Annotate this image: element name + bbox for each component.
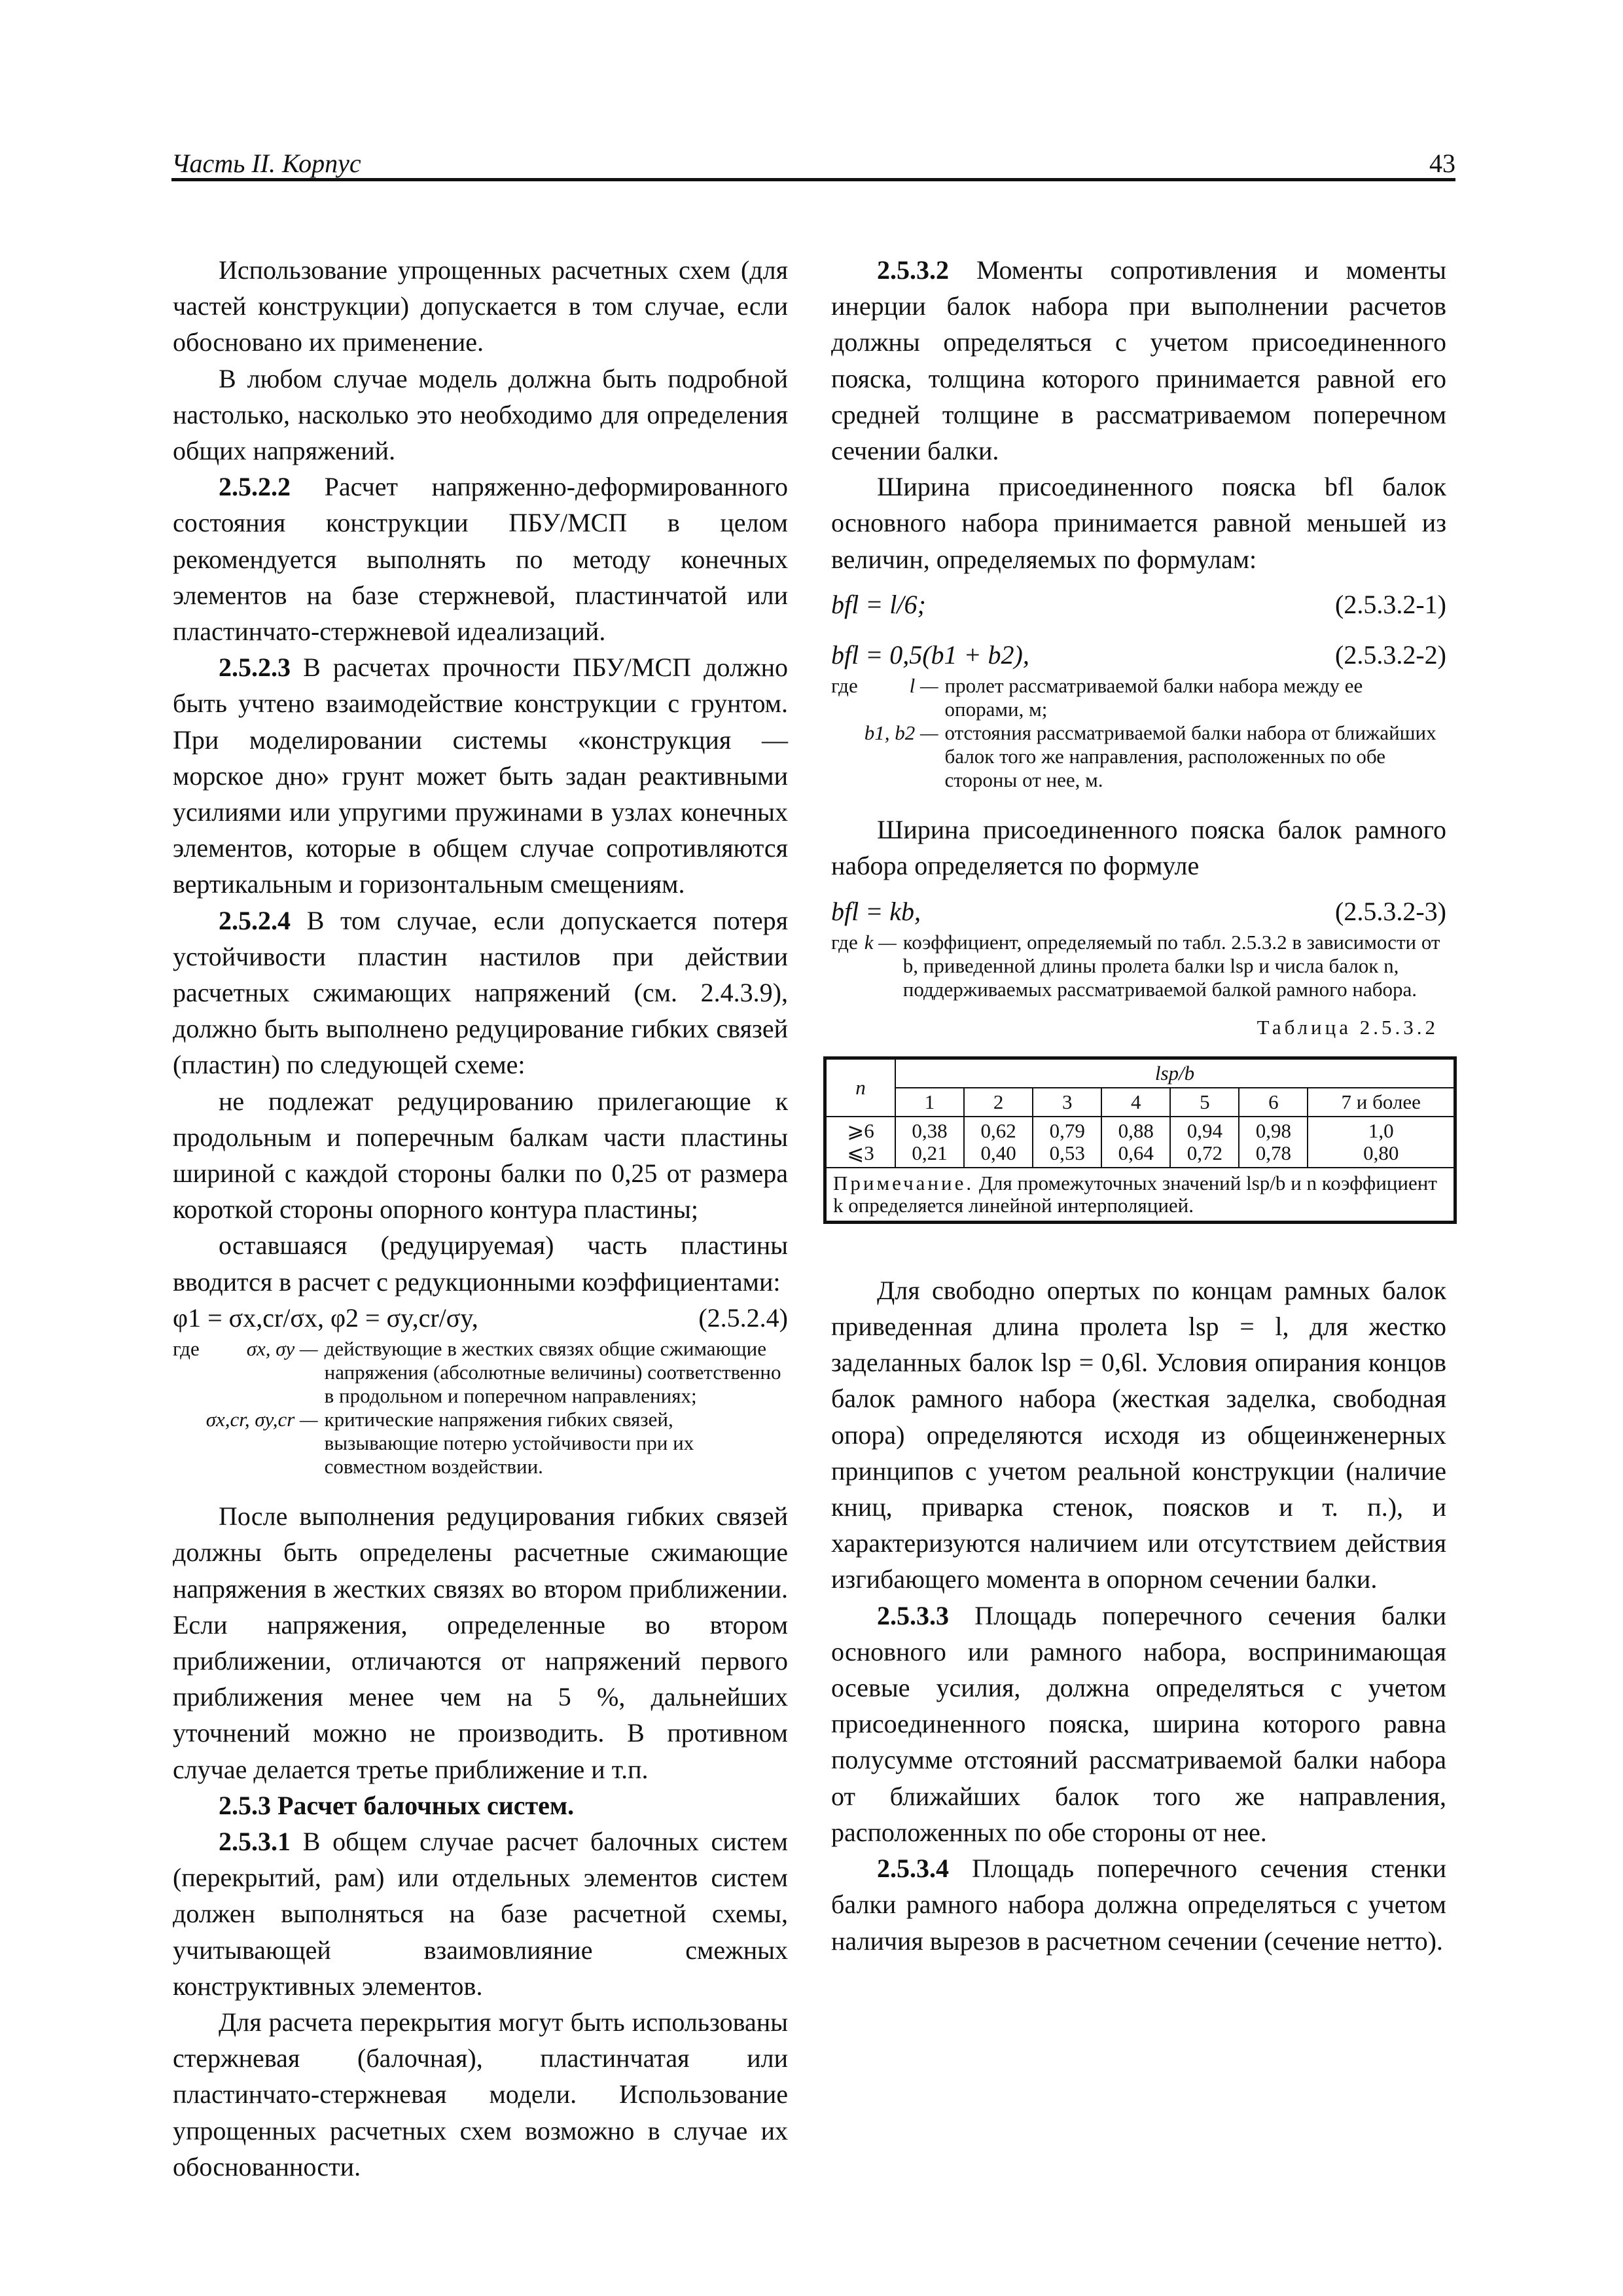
legend-text: критические напряжения гибких связей, вызывающие потерю устойчивости при их совместном воздействии. (324, 1408, 694, 1479)
table-cell: 0,94 0,72 (1170, 1117, 1239, 1168)
page-header (171, 148, 1455, 178)
paragraph: Использование упрощенных расчетных схем (для частей конструкции) допускается в том случае, если обосновано их применение. (173, 255, 788, 357)
legend-symbol: k — (864, 930, 897, 954)
table-cell: 0,79 0,53 (1033, 1117, 1101, 1168)
legend-symbol: l — (909, 674, 938, 698)
legend-where (173, 1408, 200, 1479)
formula-expression: bfl = kb, (831, 896, 921, 926)
legend-where: где (831, 930, 858, 954)
clause-number: 2.5.3.3 (877, 1600, 949, 1630)
paragraph (831, 252, 1446, 469)
col-header: 1 (895, 1088, 964, 1117)
col-header: 4 (1101, 1088, 1170, 1117)
note-text: Для промежуточных значений lsp/b и n коэффициент k определяется линейной интерполяцией. (833, 1171, 1437, 1217)
formula-expression: φ1 = σx,cr/σx, φ2 = σy,cr/σy, (173, 1302, 478, 1333)
header-lsp-b: lsp/b (895, 1058, 1455, 1088)
table-note (825, 1168, 1455, 1223)
paragraph (831, 1850, 1446, 1959)
table-header-row (825, 1088, 1455, 1117)
section-heading (173, 1787, 788, 1823)
table-cell: 0,62 0,40 (964, 1117, 1033, 1168)
clause-text: Площадь поперечного сечения балки основного или рамного набора, воспринимающая осевые усилия, должна определяться с учетом присоединенного пояска, ширина которого равна полусумме отстояний рассматриваемой балки набора от ближайших балок того же направления, расположенных по обе стороны от нее. (831, 1600, 1446, 1847)
col-header: 6 (1239, 1088, 1308, 1117)
clause-text: В том случае, если допускается потеря устойчивости пластин настилов при действии расчетных сжимающих напряжений (см. 2.4.3.9), должно быть выполнено редуцирование гибких связей (пластин) по следующей схеме: (173, 905, 788, 1080)
legend-symbol: b1, b2 — (864, 721, 938, 745)
legend-text: коэффициент, определяемый по табл. 2.5.3.2 в зависимости от b, приведенной длины пролета балки lsp и числа балок n, поддерживаемых рассматриваемой балкой рамного набора. (902, 930, 1440, 1001)
table-cell: 0,88 0,64 (1101, 1117, 1170, 1168)
table-cell: 0,38 0,21 (895, 1117, 964, 1168)
section-heading-text: 2.5.3 Расчет балочных систем. (219, 1790, 575, 1820)
legend-symbol: σx,cr, σy,cr — (205, 1408, 318, 1431)
coefficient-table (823, 1056, 1457, 1224)
formula-2-5-3-2-1 (831, 586, 1446, 622)
formula-expression: bfl = 0,5(b1 + b2), (831, 640, 1029, 670)
clause-number: 2.5.2.4 (219, 905, 291, 935)
paragraph: Ширина присоединенного пояска балок рамного набора определяется по формуле (831, 815, 1446, 881)
legend-symbol: σx, σy — (246, 1337, 318, 1361)
legend-text: отстояния рассматриваемой балки набора от ближайших балок того же направления, расположенных по обе стороны от нее, м. (944, 721, 1436, 792)
formula-expression: bfl = l/6; (831, 589, 926, 619)
legend-text: пролет рассматриваемой балки набора между ее опорами, м; (944, 674, 1363, 721)
legend-where (831, 721, 858, 792)
legend-where: где (831, 674, 858, 698)
col-header: 7 и более (1308, 1088, 1455, 1117)
paragraph: Для свободно опертых по концам рамных балок приведенная длина пролета lsp = l, для жестко заделанных балок lsp = 0,6l. Условия опирания концов балок рамного набора (жесткая заделка, свободная опора) определяются исходя из общеинженерных принципов с учетом реальной конструкции (наличие книц, приварка стенок, поясков и т. п.), и характеризуются наличием или отсутствием действия изгибающего момента в опорном сечении балки. (831, 1275, 1446, 1594)
paragraph (173, 1823, 788, 2004)
formula-legend (831, 931, 1446, 1001)
table-note-row (825, 1168, 1455, 1223)
col-header: 3 (1033, 1088, 1101, 1117)
clause-number: 2.5.3.1 (219, 1826, 291, 1856)
paragraph: В любом случае модель должна быть подробной настолько, насколько это необходимо для определения общих напряжений. (173, 363, 788, 466)
table-header-row (825, 1058, 1455, 1088)
table-cell: 0,98 0,78 (1239, 1117, 1308, 1168)
formula-legend (831, 674, 1446, 792)
paragraph: После выполнения редуцирования гибких связей должны быть определены расчетные сжимающие напряжения в жестких связях во втором приближении. Если напряжения, определенные во втором приближении, отличаются от напряжений первого приближения менее чем на 5 %, дальнейших уточнений можно не производить. В противном случае делается третье приближение и т.п. (173, 1501, 788, 1784)
paragraph: не подлежат редуцированию прилегающие к продольным и поперечным балкам части пластины шириной с каждой стороны балки по 0,25 от размера короткой стороны опорного контура пластины; (173, 1086, 788, 1225)
clause-text: В расчетах прочности ПБУ/МСП должно быть учтено взаимодействие конструкции с грунтом. При моделировании системы «конструкция — морское дно» грунт может быть задан реактивными усилиями или упругими пружинами в узлах конечных элементов, которые в общем случае сопротивляются вертикальным и горизонтальным смещениям. (173, 653, 788, 899)
clause-number: 2.5.2.2 (219, 472, 291, 502)
clause-text: Расчет напряженно-деформированного состояния конструкции ПБУ/МСП в целом рекомендуется выполнять по методу конечных элементов на базе стержневой, пластинчатой или пластинчато-стержневой идеализаций. (173, 472, 788, 647)
paragraph (173, 469, 788, 649)
running-title: Часть II. Корпус (171, 149, 361, 178)
right-column (831, 252, 1446, 1959)
col-header: 5 (1170, 1088, 1239, 1117)
paragraph: оставшаяся (редуцируемая) часть пластины вводится в расчет с редукционными коэффициентами: (173, 1230, 788, 1297)
paragraph (831, 1598, 1446, 1850)
formula-2-5-2-4 (173, 1300, 788, 1336)
clause-number: 2.5.3.2 (877, 255, 949, 285)
clause-text: Площадь поперечного сечения стенки балки рамного набора должна определяться с учетом наличия вырезов в расчетном сечении (сечение нетто). (831, 1854, 1446, 1956)
clause-text: В общем случае расчет балочных систем (перекрытий, рам) или отдельных элементов систем должен выполняться на базе расчетной схемы, учитывающей взаимовлияние смежных конструктивных элементов. (173, 1826, 788, 2001)
table-caption: Таблица 2.5.3.2 (1257, 1015, 1438, 1039)
note-label: Примечание. (833, 1171, 974, 1194)
paragraph (173, 903, 788, 1083)
formula-number: (2.5.2.4) (698, 1302, 788, 1333)
paragraph: Для расчета перекрытия могут быть использованы стержневая (балочная), пластинчатая или пластинчато-стержневая модели. Использование упрощенных расчетных схем возможно в случае их обоснованности. (173, 2007, 788, 2181)
table-cell: 1,0 0,80 (1308, 1117, 1455, 1168)
header-n: n (825, 1058, 896, 1117)
formula-number: (2.5.3.2-3) (1335, 896, 1446, 926)
formula-number: (2.5.3.2-2) (1335, 640, 1446, 670)
col-header: 2 (964, 1088, 1033, 1117)
left-column (173, 252, 788, 2185)
formula-number: (2.5.3.2-1) (1335, 589, 1446, 619)
paragraph (173, 649, 788, 902)
formula-2-5-3-2-3 (831, 893, 1446, 929)
legend-text: действующие в жестких связях общие сжимающие напряжения (абсолютные величины) соответственно в продольном и поперечном направлениях; (324, 1337, 781, 1408)
formula-2-5-3-2-2 (831, 637, 1446, 673)
clause-text: Моменты сопротивления и моменты инерции балок набора при выполнении расчетов должны определяться с учетом присоединенного пояска, толщина которого принимается равной его средней толщине в рассматриваемом поперечном сечении балки. (831, 255, 1446, 466)
page-number: 43 (1429, 149, 1455, 178)
legend-where: где (173, 1337, 200, 1361)
clause-number: 2.5.3.4 (877, 1854, 949, 1884)
formula-legend (173, 1337, 788, 1479)
clause-number: 2.5.2.3 (219, 653, 291, 683)
paragraph: Ширина присоединенного пояска bfl балок основного набора принимается равной меньшей из величин, определяемых по формулам: (831, 472, 1446, 574)
row-labels: ⩾6 ⩽3 (825, 1117, 896, 1168)
table-row (825, 1117, 1455, 1168)
header-rule (171, 178, 1455, 181)
